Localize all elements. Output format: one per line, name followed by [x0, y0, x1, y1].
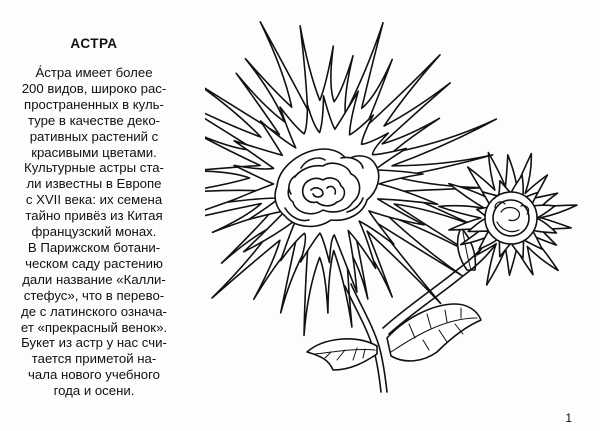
- text-line: дали название «Калли-: [22, 271, 166, 287]
- text-line: А́стра имеет более: [35, 65, 153, 80]
- text-column: [12, 36, 176, 399]
- text-line: Букет из астр у нас счи-: [21, 335, 167, 351]
- page-title: АСТРА: [70, 36, 118, 51]
- text-line: красивыми цветами.: [31, 144, 157, 160]
- text-line: ративных растений с: [29, 128, 159, 144]
- text-line: ет «прекрасный венок».: [20, 319, 168, 335]
- large-flower: [205, 22, 496, 336]
- large-flower-stem: [345, 284, 387, 392]
- text-line: французский монах.: [31, 224, 157, 240]
- text-line: Культурные астры ста-: [24, 160, 164, 176]
- text-line: 200 видов, широко рас-: [21, 80, 167, 96]
- text-line: тайно привёз из Китая: [25, 208, 163, 224]
- text-line: де с латинского означа-: [21, 303, 167, 319]
- text-line: ли известны в Европе: [26, 176, 162, 192]
- text-line: чала нового учебного: [28, 367, 160, 383]
- text-line: стефус», что в перево-: [23, 287, 165, 303]
- text-line: туре в качестве деко-: [27, 112, 161, 128]
- article-body: [12, 65, 176, 399]
- page-number: 1: [565, 411, 572, 425]
- text-line: пространенных в куль-: [24, 96, 164, 112]
- text-line: тается приметой на-: [31, 351, 157, 367]
- text-line: года и осени.: [53, 383, 135, 399]
- text-line: В Парижском ботани-: [27, 239, 161, 255]
- aster-illustration: [205, 8, 595, 400]
- text-line: с XVII века: их семена: [25, 192, 163, 208]
- text-line: ческом саду растению: [25, 255, 163, 271]
